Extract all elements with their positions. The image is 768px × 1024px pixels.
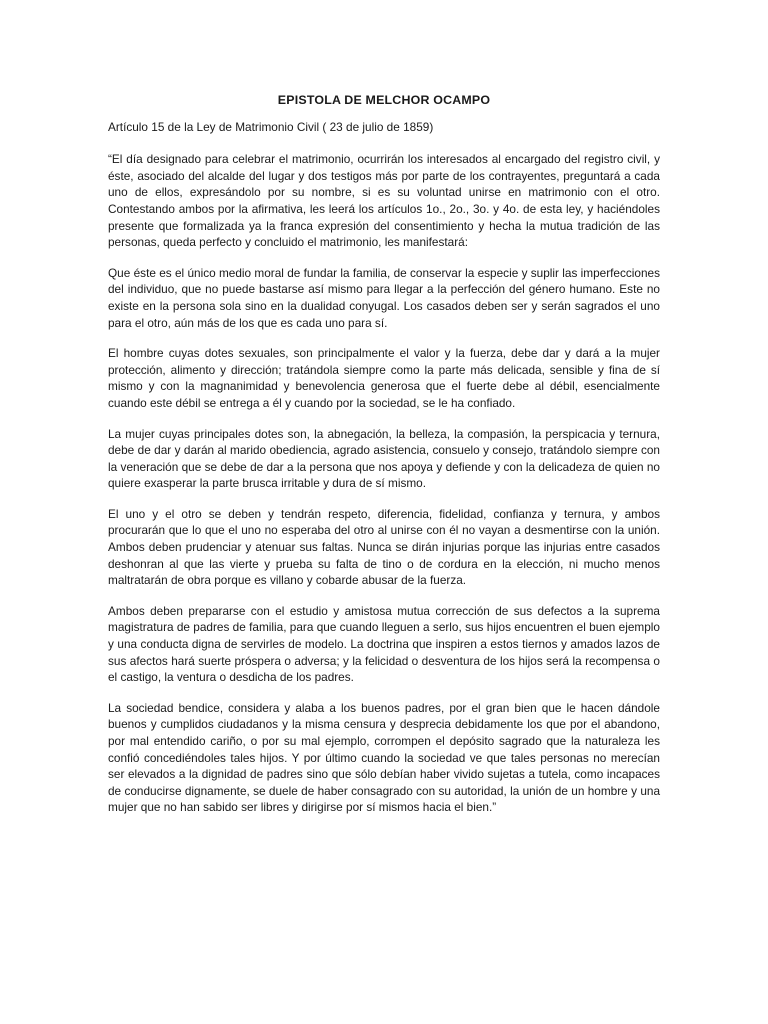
paragraph-2: Que éste es el único medio moral de fundar la familia, de conservar la especie y suplir las imperfecciones del individuo, que no puede bastarse así mismo para llegar a la perfección del género humano. Este no existe en la persona sola sino en la dualidad conyugal. Los casados deben ser y serán sagrados el uno para el otro, aún más de los que es cada uno para sí. [108,265,660,330]
paragraph-5: El uno y el otro se deben y tendrán respeto, diferencia, fidelidad, confianza y ternura, y ambos procurarán que lo que el uno no esperaba del otro al unirse con él no vayan a desmentirse con la unión. Ambos deben prudenciar y atenuar sus faltas. Nunca se dirán injurias porque las injurias entre casados deshonran al que las vierte y prueba su falta de tino o de cordura en la elección, ni mucho menos maltratarán de obra porque es villano y cobarde abusar de la fuerza. [108,506,660,588]
document-title: EPISTOLA DE MELCHOR OCAMPO [277,93,491,107]
paragraph-1: “El día designado para celebrar el matrimonio, ocurrirán los interesados al encargado del registro civil, y éste, asociado del alcalde del lugar y dos testigos más por parte de los contrayentes, preguntará a cada uno de ellos, expresándolo por su nombre, si es su voluntad unirse en matrimonio con el otro. Contestando ambos por la afirmativa, les leerá los artículos 1o., 2o., 3o. y 4o. de esta ley, y haciéndoles presente que formalizada ya la franca expresión del consentimiento y hecha la mutua tradición de las personas, queda perfecto y concluido el matrimonio, les manifestará: [108,152,660,250]
paragraph-7: La sociedad bendice, considera y alaba a los buenos padres, por el gran bien que le hacen dándole buenos y cumplidos ciudadanos y la misma censura y desprecia debidamente los que por el abandono, por mal entendido cariño, o por su mal ejemplo, corrompen el depósito sagrado que la naturaleza les confió concediéndoles tales hijos. Y por último cuando la sociedad ve que tales personas no merecían ser elevados a la dignidad de padres sino que sólo debían haber vivido sujetas a tutela, como incapaces de conducirse dignamente, se duele de haber consagrado con su autoridad, la unión de un hombre y una mujer que no han sabido ser libres y dirigirse por sí mismos hacia el bien.” [108,700,660,815]
paragraph-3: El hombre cuyas dotes sexuales, son principalmente el valor y la fuerza, debe dar y dará a la mujer protección, alimento y dirección; tratándola siempre como la parte más delicada, sensible y fina de sí mismo y con la magnanimidad y benevolencia generosa que el fuerte debe al débil, esencialmente cuando este débil se entrega a él y cuando por la sociedad, se le ha confiado. [108,346,660,410]
document-subtitle: Artículo 15 de la Ley de Matrimonio Civil ( 23 de julio de 1859) [108,119,434,134]
paragraph-4: La mujer cuyas principales dotes son, la abnegación, la belleza, la compasión, la perspicacia y ternura, debe de dar y darán al marido obediencia, agrado asistencia, consuelo y consejo, tratándolo siempre con la veneración que se debe de dar a la persona que nos apoya y defiende y con la delicadeza de quien no quiere exasperar la parte brusca irritable y dura de sí mismo. [108,426,660,491]
paragraph-6: Ambos deben prepararse con el estudio y amistosa mutua corrección de sus defectos a la suprema magistratura de padres de familia, para que cuando lleguen a serlo, sus hijos encuentren el buen ejemplo y una conducta digna de servirles de modelo. La doctrina que inspiren a estos tiernos y amados lazos de sus afectos hará suerte próspera o adversa; y la felicidad o desventura de los hijos será la recompensa o el castigo, la ventura o desdicha de los padres. [108,603,660,685]
